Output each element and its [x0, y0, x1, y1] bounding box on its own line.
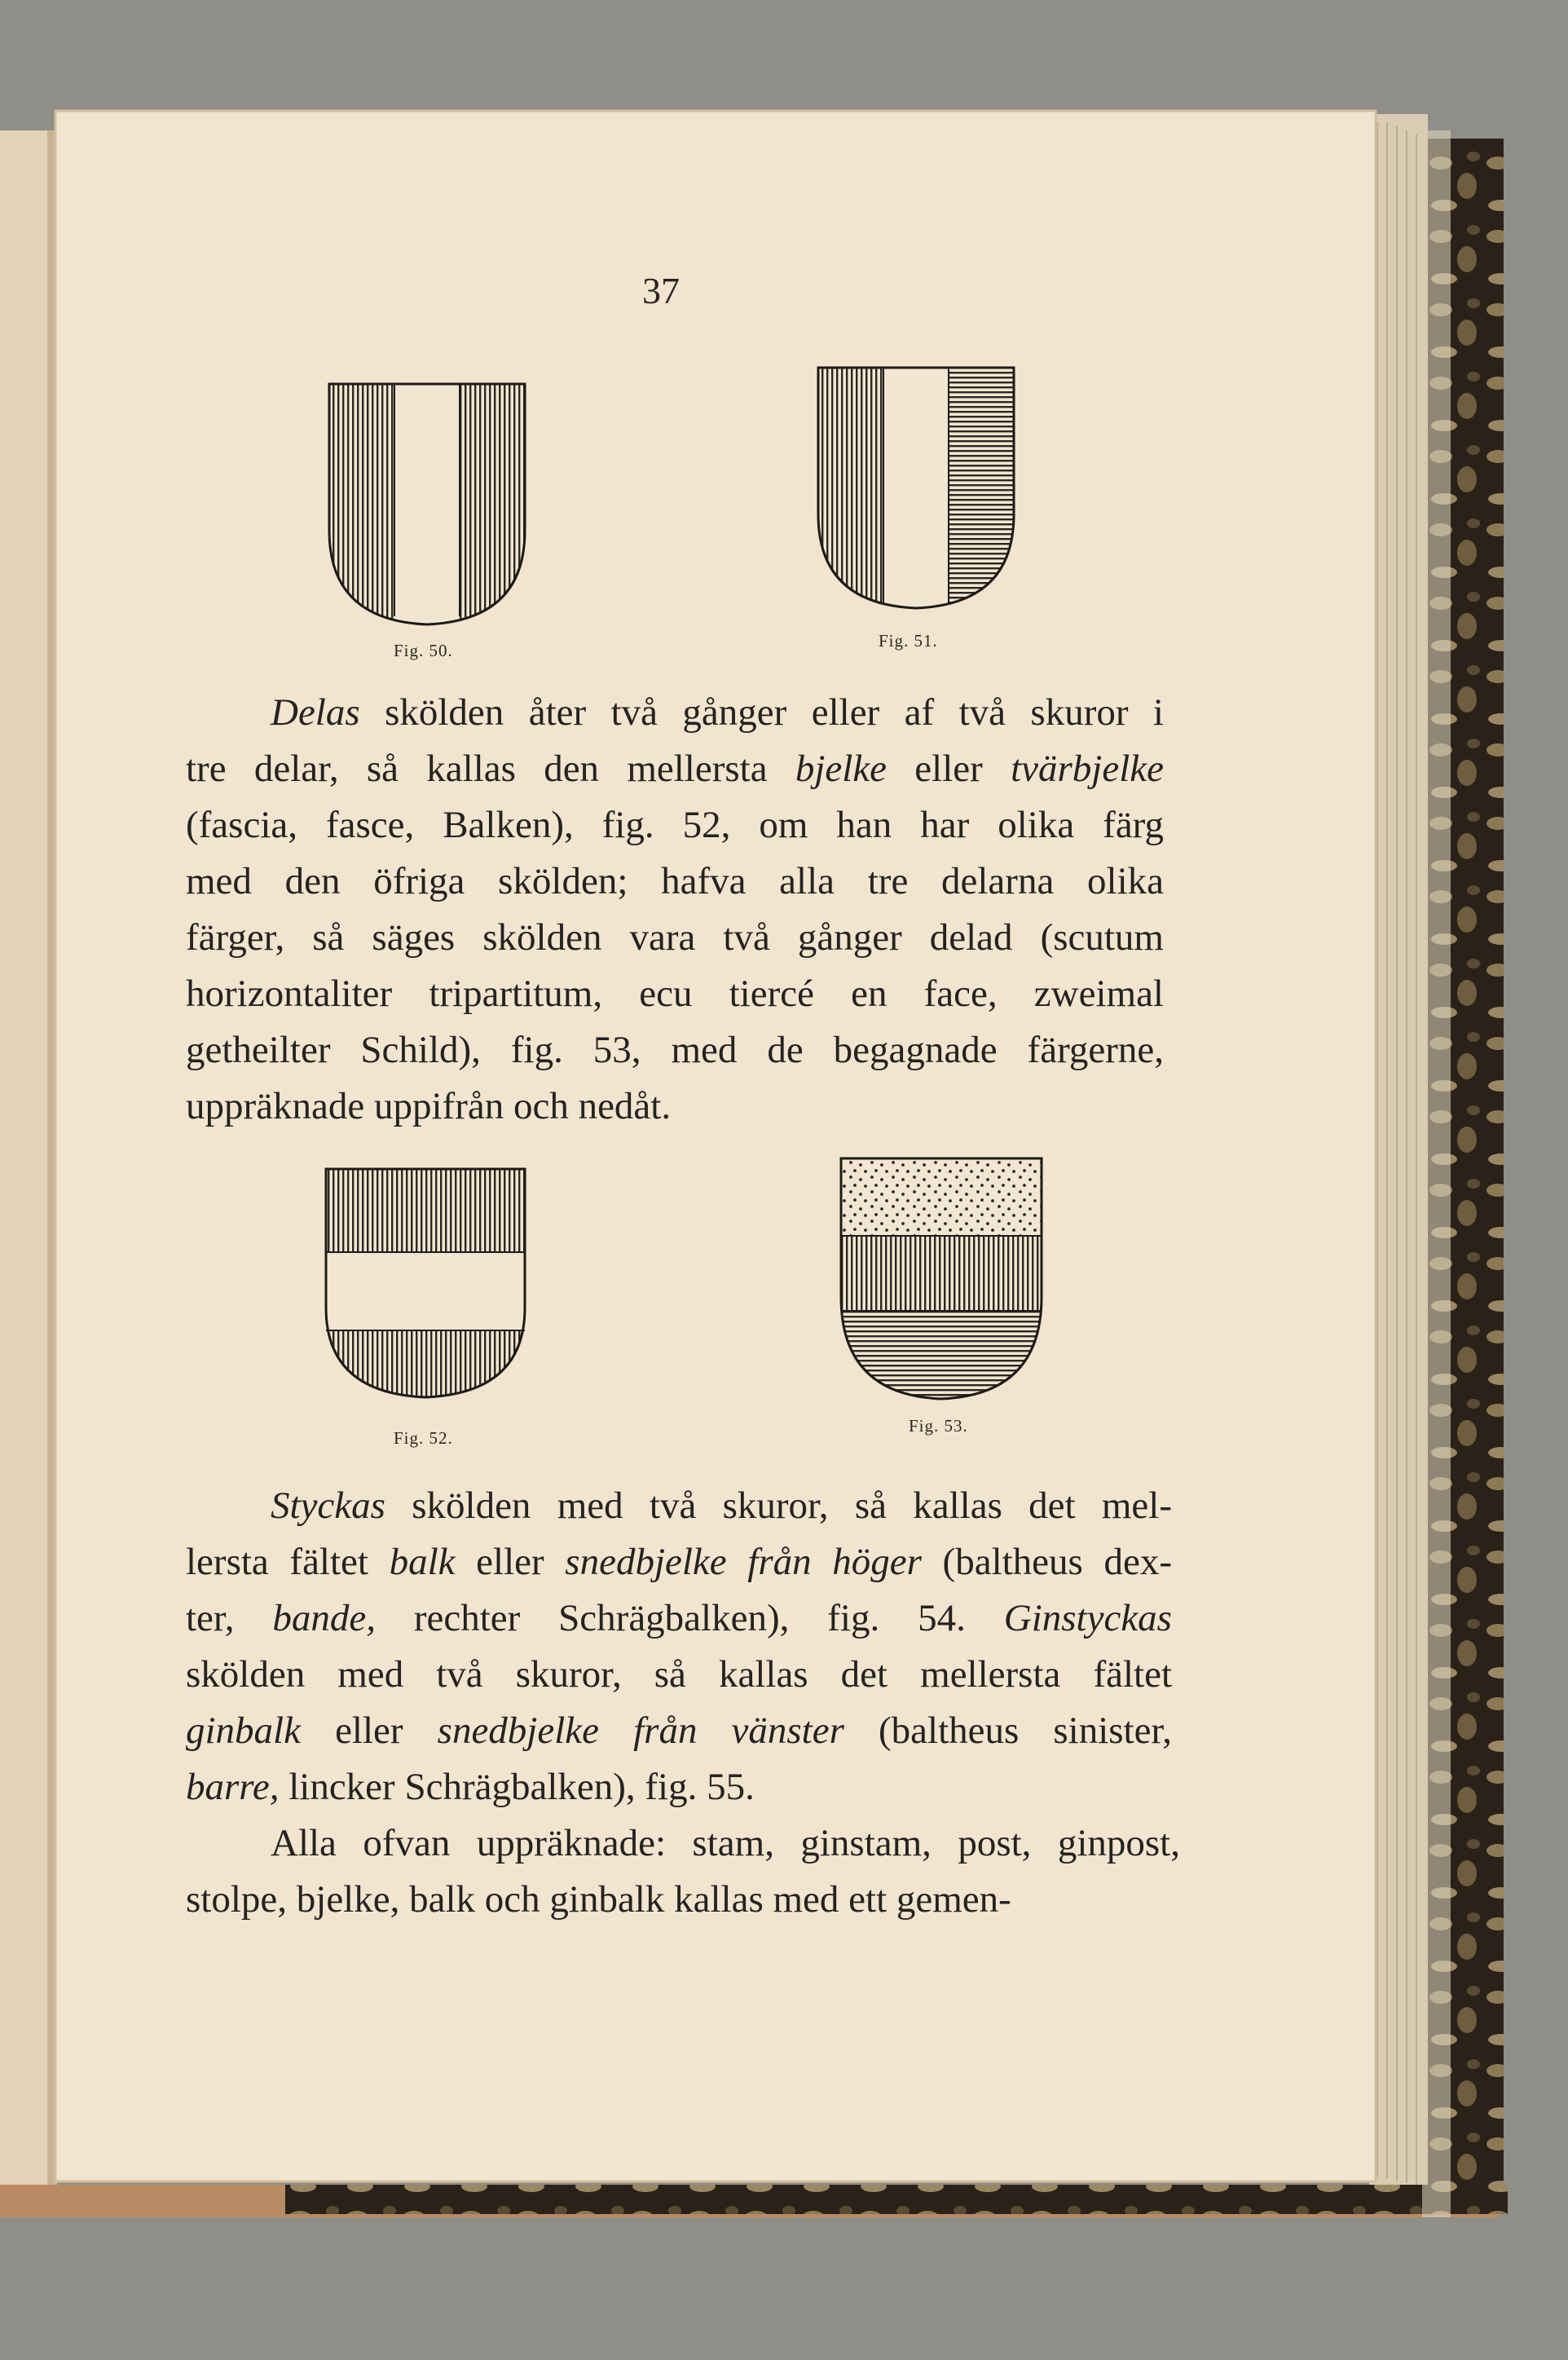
text-run: eller [455, 1541, 566, 1583]
italic-term: tvärbjelke [1011, 748, 1164, 790]
italic-term: Delas [271, 691, 360, 734]
text-run: uppräknade uppifrån och nedåt. [186, 1085, 672, 1127]
text-run: eller [300, 1709, 438, 1752]
text-run: (baltheus sinister, [843, 1709, 1172, 1752]
fig-51-caption: Fig. 51. [879, 631, 938, 651]
text-run: eller [887, 748, 1011, 790]
text-line [186, 1534, 1172, 1590]
text-line [186, 1079, 1164, 1135]
italic-term: ginbalk [186, 1709, 301, 1752]
text-line [186, 854, 1164, 910]
text-run: (baltheus dex- [921, 1541, 1172, 1583]
page-number: 37 [642, 270, 680, 311]
text-line [186, 685, 1164, 741]
italic-term: snedbjelke från vänster [437, 1709, 844, 1752]
text-run: tre delar, så kallas den mellersta [186, 748, 795, 790]
fig-53-shield [841, 1158, 1042, 1405]
italic-term: balk [389, 1541, 456, 1583]
text-line [186, 1815, 1180, 1872]
text-run: med den öfriga skölden; hafva alla tre delarna olika [186, 860, 1164, 902]
text-line [186, 1703, 1172, 1759]
text-line [186, 1022, 1164, 1079]
text-line [186, 1590, 1172, 1647]
italic-term: bande, [272, 1597, 376, 1639]
text-run: lincker Schrägbalken), fig. 55. [279, 1766, 755, 1808]
fig-53-caption: Fig. 53. [909, 1416, 968, 1436]
text-run: horizontaliter tripartitum, ecu tiercé en face, zweimal [186, 973, 1164, 1015]
fig-50-shield [329, 384, 525, 629]
italic-term: barre, [186, 1766, 280, 1808]
paragraph-styckas [186, 1478, 1172, 1815]
text-line [186, 797, 1164, 854]
text-line [186, 1872, 1180, 1928]
text-run: färger, så säges skölden vara två gånger delad (scutum [186, 916, 1164, 959]
text-run: rechter Schrägbalken), fig. 54. [375, 1597, 1004, 1639]
text-run: ter, [186, 1597, 273, 1639]
text-run: lersta fältet [186, 1541, 390, 1583]
fig-52-caption: Fig. 52. [394, 1428, 453, 1448]
text-line [186, 910, 1164, 966]
text-run: skölden åter två gånger eller af två skuror i [359, 691, 1164, 734]
text-run: (fascia, fasce, Balken), fig. 52, om han har olika färg [186, 804, 1164, 846]
italic-term: Ginstyckas [1003, 1597, 1172, 1639]
paragraph-delas [186, 685, 1164, 1135]
italic-term: snedbjelke från höger [565, 1541, 922, 1583]
text-run: Alla ofvan uppräknade: stam, ginstam, post, ginpost, [271, 1822, 1180, 1864]
fig-52-shield [326, 1169, 525, 1404]
text-run: stolpe, bjelke, balk och ginbalk kallas med ett gemen- [186, 1878, 1011, 1921]
fig-50-caption: Fig. 50. [394, 641, 453, 660]
text-run: getheilter Schild), fig. 53, med de begagnade färgerne, [186, 1029, 1164, 1071]
text-run: skölden med två skuror, så kallas det mellersta fältet [186, 1653, 1172, 1696]
text-line [186, 1759, 1172, 1815]
text-line [186, 741, 1164, 797]
text-line [186, 1478, 1172, 1534]
fig-51-shield [818, 368, 1014, 612]
italic-term: Styckas [271, 1484, 385, 1527]
text-line [186, 1647, 1172, 1703]
paragraph-alla [186, 1815, 1180, 1928]
italic-term: bjelke [795, 748, 888, 790]
text-line [186, 966, 1164, 1022]
text-run: skölden med två skuror, så kallas det mel- [385, 1484, 1172, 1527]
